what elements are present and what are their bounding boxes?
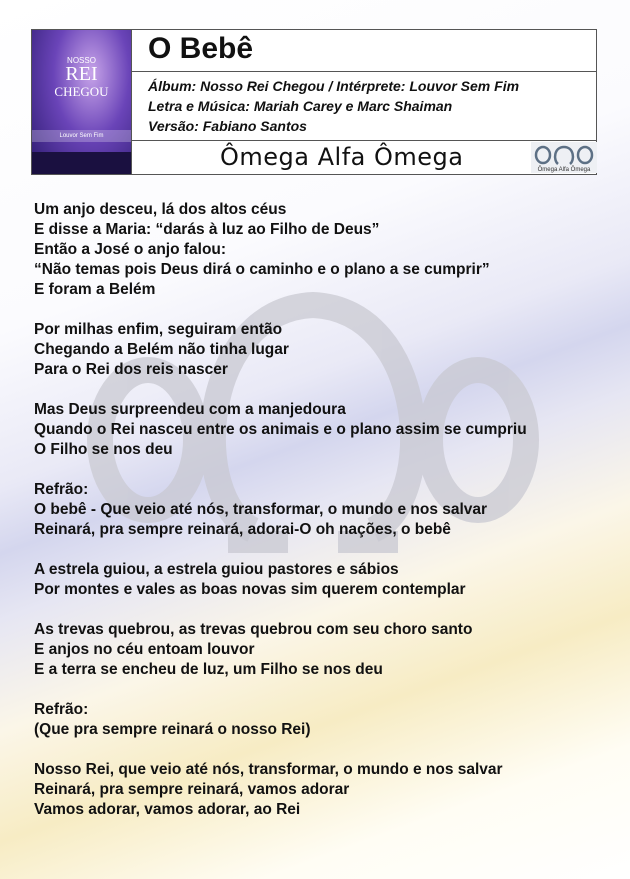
svg-text:Ômega Alfa Ômega: Ômega Alfa Ômega <box>537 167 591 173</box>
lyric-line: Um anjo desceu, lá dos altos céus <box>34 201 287 218</box>
cover-text-nosso: NOSSO <box>67 56 96 65</box>
lyric-line: Por milhas enfim, seguiram então <box>34 321 283 338</box>
song-header <box>31 29 597 175</box>
lyrics-stanza <box>34 200 614 300</box>
lyrics-stanza <box>34 320 614 380</box>
lyric-line: Reinará, pra sempre reinará, vamos adorar <box>34 781 350 798</box>
lyric-line: Reinará, pra sempre reinará, adorai-O oh nações, o bebê <box>34 521 451 538</box>
song-title: O Bebê <box>148 32 254 65</box>
lyrics-stanza <box>34 760 614 820</box>
lyrics-stanza <box>34 620 614 680</box>
lyric-line: Chegando a Belém não tinha lugar <box>34 341 289 358</box>
version-line: Versão: Fabiano Santos <box>148 118 307 134</box>
omega-alfa-omega-logo <box>531 142 597 173</box>
lyric-line: As trevas quebrou, as trevas quebrou com seu choro santo <box>34 621 473 638</box>
lyric-line: Refrão: <box>34 481 89 498</box>
lyric-line: A estrela guiou, a estrela guiou pastores e sábios <box>34 561 399 578</box>
album-cover-image <box>32 30 132 174</box>
lyric-line: Então a José o anjo falou: <box>34 241 227 258</box>
lyric-line: E anjos no céu entoam louvor <box>34 641 255 658</box>
credits-line: Letra e Música: Mariah Carey e Marc Shaiman <box>148 98 453 114</box>
lyrics-body <box>34 200 614 840</box>
lyrics-stanza <box>34 480 614 540</box>
lyric-line: O Filho se nos deu <box>34 441 173 458</box>
lyric-line: Por montes e vales as boas novas sim querem contemplar <box>34 581 466 598</box>
lyric-line: E a terra se encheu de luz, um Filho se nos deu <box>34 661 383 678</box>
lyric-line: E foram a Belém <box>34 281 156 298</box>
lyric-line: Mas Deus surpreendeu com a manjedoura <box>34 401 346 418</box>
lyrics-stanza <box>34 400 614 460</box>
lyrics-stanza <box>34 560 614 600</box>
brand-name: Ômega Alfa Ômega <box>220 143 464 171</box>
cover-text-rei: REI <box>65 63 98 85</box>
lyric-line: Vamos adorar, vamos adorar, ao Rei <box>34 801 301 818</box>
lyric-line: Quando o Rei nasceu entre os animais e o plano assim se cumpriu <box>34 421 527 438</box>
lyric-line: O bebê - Que veio até nós, transformar, o mundo e nos salvar <box>34 501 488 518</box>
lyric-line: Refrão: <box>34 701 89 718</box>
lyrics-stanza <box>34 700 614 740</box>
album-line: Álbum: Nosso Rei Chegou / Intérprete: Louvor Sem Fim <box>148 78 520 94</box>
lyric-line: “Não temas pois Deus dirá o caminho e o plano a se cumprir” <box>34 261 490 278</box>
lyric-line: E disse a Maria: “darás à luz ao Filho de Deus” <box>34 221 380 238</box>
lyric-line: (Que pra sempre reinará o nosso Rei) <box>34 721 311 738</box>
cover-silhouette <box>32 152 131 174</box>
cover-ribbon: Louvor Sem Fim <box>32 130 131 142</box>
lyric-line: Nosso Rei, que veio até nós, transformar, o mundo e nos salvar <box>34 761 503 778</box>
cover-text-chegou: CHEGOU <box>54 84 109 99</box>
lyric-line: Para o Rei dos reis nascer <box>34 361 228 378</box>
